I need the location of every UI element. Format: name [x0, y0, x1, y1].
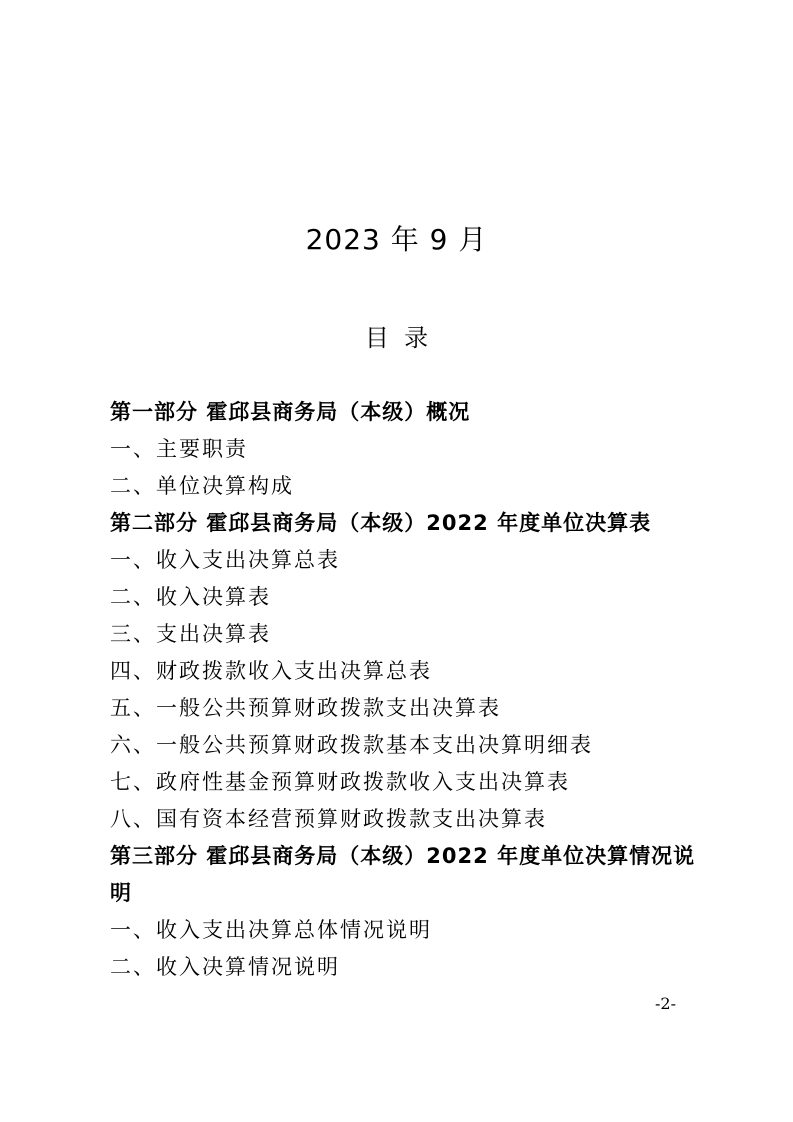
toc-item: 七、政府性基金预算财政拨款收入支出决算表: [110, 770, 570, 794]
toc-part-1: 第一部分 霍邱县商务局（本级）概况: [110, 400, 471, 424]
table-of-contents: [110, 394, 710, 986]
toc-part-3: 第三部分 霍邱县商务局（本级）2022 年度单位决算情况说明: [110, 844, 696, 905]
toc-item: 二、收入决算表: [110, 585, 271, 609]
document-date: 2023 年 9 月: [305, 223, 488, 256]
toc-item: 三、支出决算表: [110, 622, 271, 646]
toc-part-2: 第二部分 霍邱县商务局（本级）2022 年度单位决算表: [110, 511, 652, 535]
toc-item: 一、收入支出决算总体情况说明: [110, 918, 432, 942]
toc-item: 一、收入支出决算总表: [110, 548, 340, 572]
toc-item: 八、国有资本经营预算财政拨款支出决算表: [110, 807, 547, 831]
toc-item: 四、财政拨款收入支出决算总表: [110, 659, 432, 683]
toc-item: 二、收入决算情况说明: [110, 955, 340, 979]
page-number: -2-: [655, 994, 676, 1013]
toc-item: 二、单位决算构成: [110, 474, 294, 498]
toc-item: 六、一般公共预算财政拨款基本支出决算明细表: [110, 733, 593, 757]
toc-title: 目 录: [364, 324, 429, 352]
toc-item: 一、主要职责: [110, 437, 248, 461]
toc-item: 五、一般公共预算财政拨款支出决算表: [110, 696, 501, 720]
